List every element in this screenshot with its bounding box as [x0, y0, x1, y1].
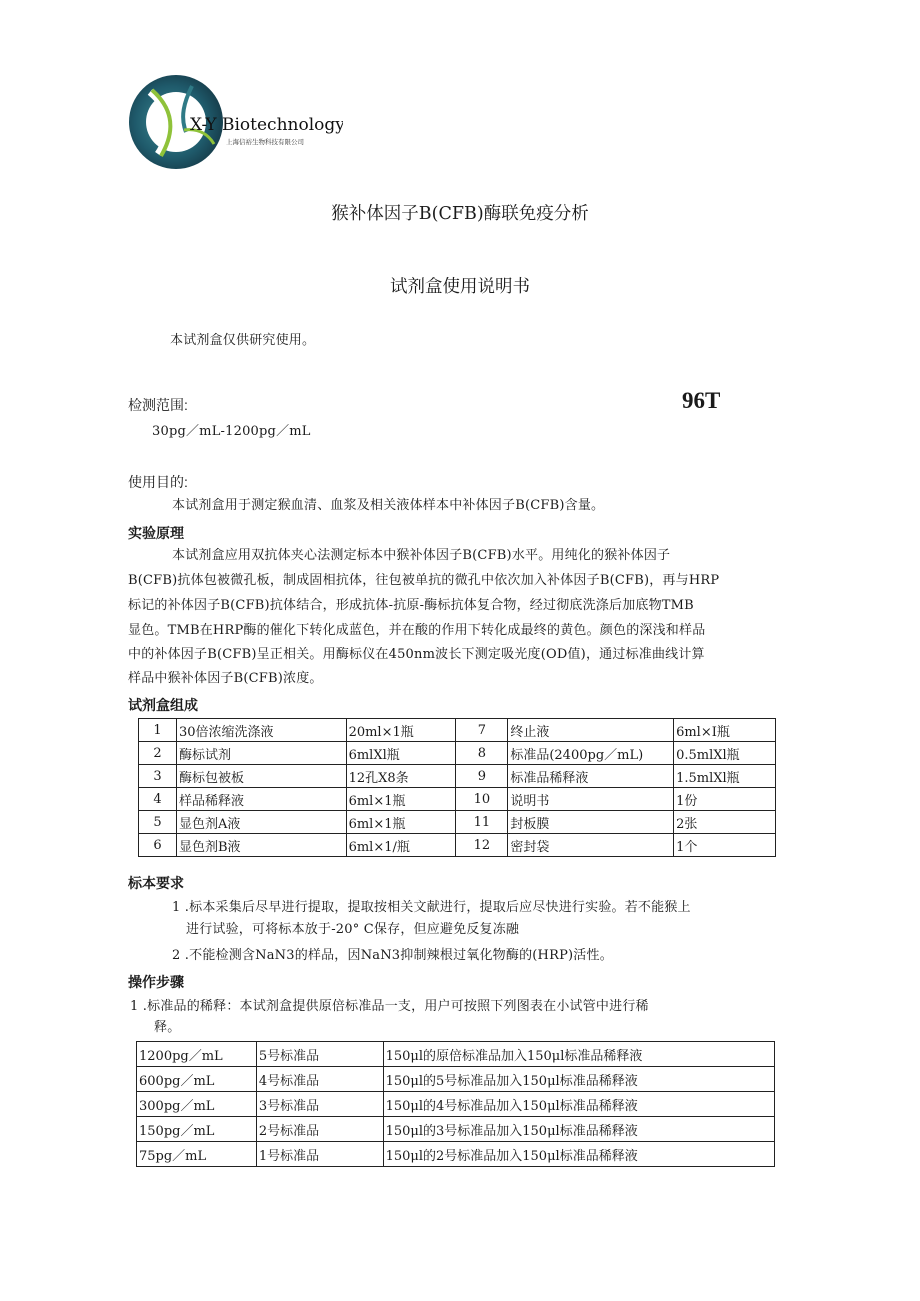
kit-item-number: 2 — [139, 742, 177, 765]
intro-text: 本试剂盒仅供研究使用。 — [170, 333, 316, 348]
table-row — [137, 1042, 775, 1067]
kit-heading: 试剂盒组成 — [128, 697, 198, 713]
dilution-concentration: 600pg／mL — [137, 1067, 257, 1092]
specimen-item-1-continued: 进行试验，可将标本放于-20° C保存，但应避免反复冻融 — [186, 922, 520, 937]
kit-item-quantity: 12孔X8条 — [346, 765, 456, 788]
kit-item-number: 4 — [139, 788, 177, 811]
principle-line: 标记的补体因子B(CFB)抗体结合，形成抗体-抗原-酶标抗体复合物，经过彻底洗涤后加底物TMB — [128, 598, 694, 613]
kit-item-quantity: 0.5mlXl瓶 — [674, 742, 776, 765]
kit-item-quantity: 20ml×1瓶 — [346, 719, 456, 742]
specimen-item-1: 1 .标本采集后尽早进行提取，提取按相关文献进行，提取后应尽快进行实验。若不能猴上 — [172, 900, 691, 915]
kit-item-quantity: 1个 — [674, 834, 776, 857]
kit-item-name: 封板膜 — [508, 811, 674, 834]
dilution-concentration: 150pg／mL — [137, 1117, 257, 1142]
procedure-step-1-continued: 释。 — [154, 1020, 181, 1035]
principle-heading: 实验原理 — [128, 525, 184, 541]
company-logo — [128, 72, 343, 172]
table-row — [137, 1117, 775, 1142]
kit-item-number: 3 — [139, 765, 177, 788]
dilution-standard-label: 4号标准品 — [256, 1067, 383, 1092]
dilution-standard-label: 5号标准品 — [256, 1042, 383, 1067]
kit-item-name: 说明书 — [508, 788, 674, 811]
kit-item-name: 标准品稀释液 — [508, 765, 674, 788]
document-title: 猴补体因子B(CFB)酶联免疫分析 — [331, 204, 589, 224]
dilution-standard-label: 2号标准品 — [256, 1117, 383, 1142]
dilution-description: 150μl的2号标准品加入150μl标准品稀释液 — [383, 1142, 774, 1167]
kit-item-number: 10 — [456, 788, 508, 811]
kit-item-quantity: 6ml×1瓶 — [346, 811, 456, 834]
dilution-concentration: 1200pg／mL — [137, 1042, 257, 1067]
dilution-description: 150μl的5号标准品加入150μl标准品稀释液 — [383, 1067, 774, 1092]
kit-item-name: 密封袋 — [508, 834, 674, 857]
logo-graphic — [128, 72, 343, 172]
table-row — [139, 765, 776, 788]
purpose-heading: 使用目的: — [128, 474, 188, 490]
logo-brand-text: X-Y Biotechnology — [190, 115, 343, 135]
kit-item-number: 5 — [139, 811, 177, 834]
kit-item-number: 11 — [456, 811, 508, 834]
kit-item-quantity: 6ml×I瓶 — [674, 719, 776, 742]
principle-line: 显色。TMB在HRP酶的催化下转化成蓝色，并在酸的作用下转化成最终的黄色。颜色的深浅和样品 — [128, 623, 706, 638]
standard-dilution-table — [136, 1041, 775, 1167]
kit-item-quantity: 1.5mlXl瓶 — [674, 765, 776, 788]
table-row — [137, 1092, 775, 1117]
dilution-description: 150μl的4号标准品加入150μl标准品稀释液 — [383, 1092, 774, 1117]
purpose-text: 本试剂盒用于测定猴血清、血浆及相关液体样本中补体因子B(CFB)含量。 — [172, 498, 605, 513]
kit-item-name: 样品稀释液 — [176, 788, 346, 811]
procedure-step-1: 1 .标准品的稀释：本试剂盒提供原倍标准品一支，用户可按照下列图表在小试管中进行稀 — [130, 999, 649, 1014]
specimen-item-2: 2 .不能检测含NaN3的样品，因NaN3抑制辣根过氧化物酶的(HRP)活性。 — [172, 948, 613, 963]
logo-company-name: 上海信裕生物科技有限公司 — [226, 138, 304, 146]
dilution-standard-label: 3号标准品 — [256, 1092, 383, 1117]
table-row — [139, 742, 776, 765]
kit-item-name: 酶标试剂 — [176, 742, 346, 765]
kit-size: 96T — [682, 388, 721, 413]
kit-item-name: 终止液 — [508, 719, 674, 742]
table-row — [139, 788, 776, 811]
table-row — [139, 719, 776, 742]
kit-item-quantity: 2张 — [674, 811, 776, 834]
principle-line: 本试剂盒应用双抗体夹心法测定标本中猴补体因子B(CFB)水平。用纯化的猴补体因子 — [172, 548, 671, 563]
kit-item-number: 8 — [456, 742, 508, 765]
kit-item-name: 显色剂A液 — [176, 811, 346, 834]
kit-item-number: 9 — [456, 765, 508, 788]
dilution-concentration: 75pg／mL — [137, 1142, 257, 1167]
range-heading: 检测范围: — [128, 397, 188, 413]
table-row — [139, 811, 776, 834]
kit-item-number: 6 — [139, 834, 177, 857]
kit-item-number: 1 — [139, 719, 177, 742]
table-row — [137, 1142, 775, 1167]
kit-item-quantity: 6ml×1/瓶 — [346, 834, 456, 857]
kit-item-name: 显色剂B液 — [176, 834, 346, 857]
kit-item-quantity: 1份 — [674, 788, 776, 811]
principle-line: 样品中猴补体因子B(CFB)浓度。 — [128, 671, 323, 686]
table-row — [137, 1067, 775, 1092]
kit-item-quantity: 6ml×1瓶 — [346, 788, 456, 811]
kit-item-name: 标准品(2400pg／mL) — [508, 742, 674, 765]
dilution-concentration: 300pg／mL — [137, 1092, 257, 1117]
kit-item-quantity: 6mlXl瓶 — [346, 742, 456, 765]
principle-line: B(CFB)抗体包被微孔板，制成固相抗体，往包被单抗的微孔中依次加入补体因子B(CFB)，再与HRP — [128, 573, 720, 588]
kit-composition-table — [138, 718, 776, 857]
specimen-heading: 标本要求 — [128, 875, 184, 891]
dilution-standard-label: 1号标准品 — [256, 1142, 383, 1167]
kit-item-number: 12 — [456, 834, 508, 857]
kit-item-number: 7 — [456, 719, 508, 742]
table-row — [139, 834, 776, 857]
principle-line: 中的补体因子B(CFB)呈正相关。用酶标仪在450nm波长下测定吸光度(OD值)，通过标准曲线计算 — [128, 647, 705, 662]
dilution-description: 150μl的原倍标准品加入150μl标准品稀释液 — [383, 1042, 774, 1067]
kit-item-name: 30倍浓缩洗涤液 — [176, 719, 346, 742]
range-value: 30pg／mL-1200pg／mL — [152, 424, 311, 439]
dilution-description: 150μl的3号标准品加入150μl标准品稀释液 — [383, 1117, 774, 1142]
procedure-heading: 操作步骤 — [128, 974, 184, 990]
kit-item-name: 酶标包被板 — [176, 765, 346, 788]
document-subtitle: 试剂盒使用说明书 — [390, 277, 530, 297]
